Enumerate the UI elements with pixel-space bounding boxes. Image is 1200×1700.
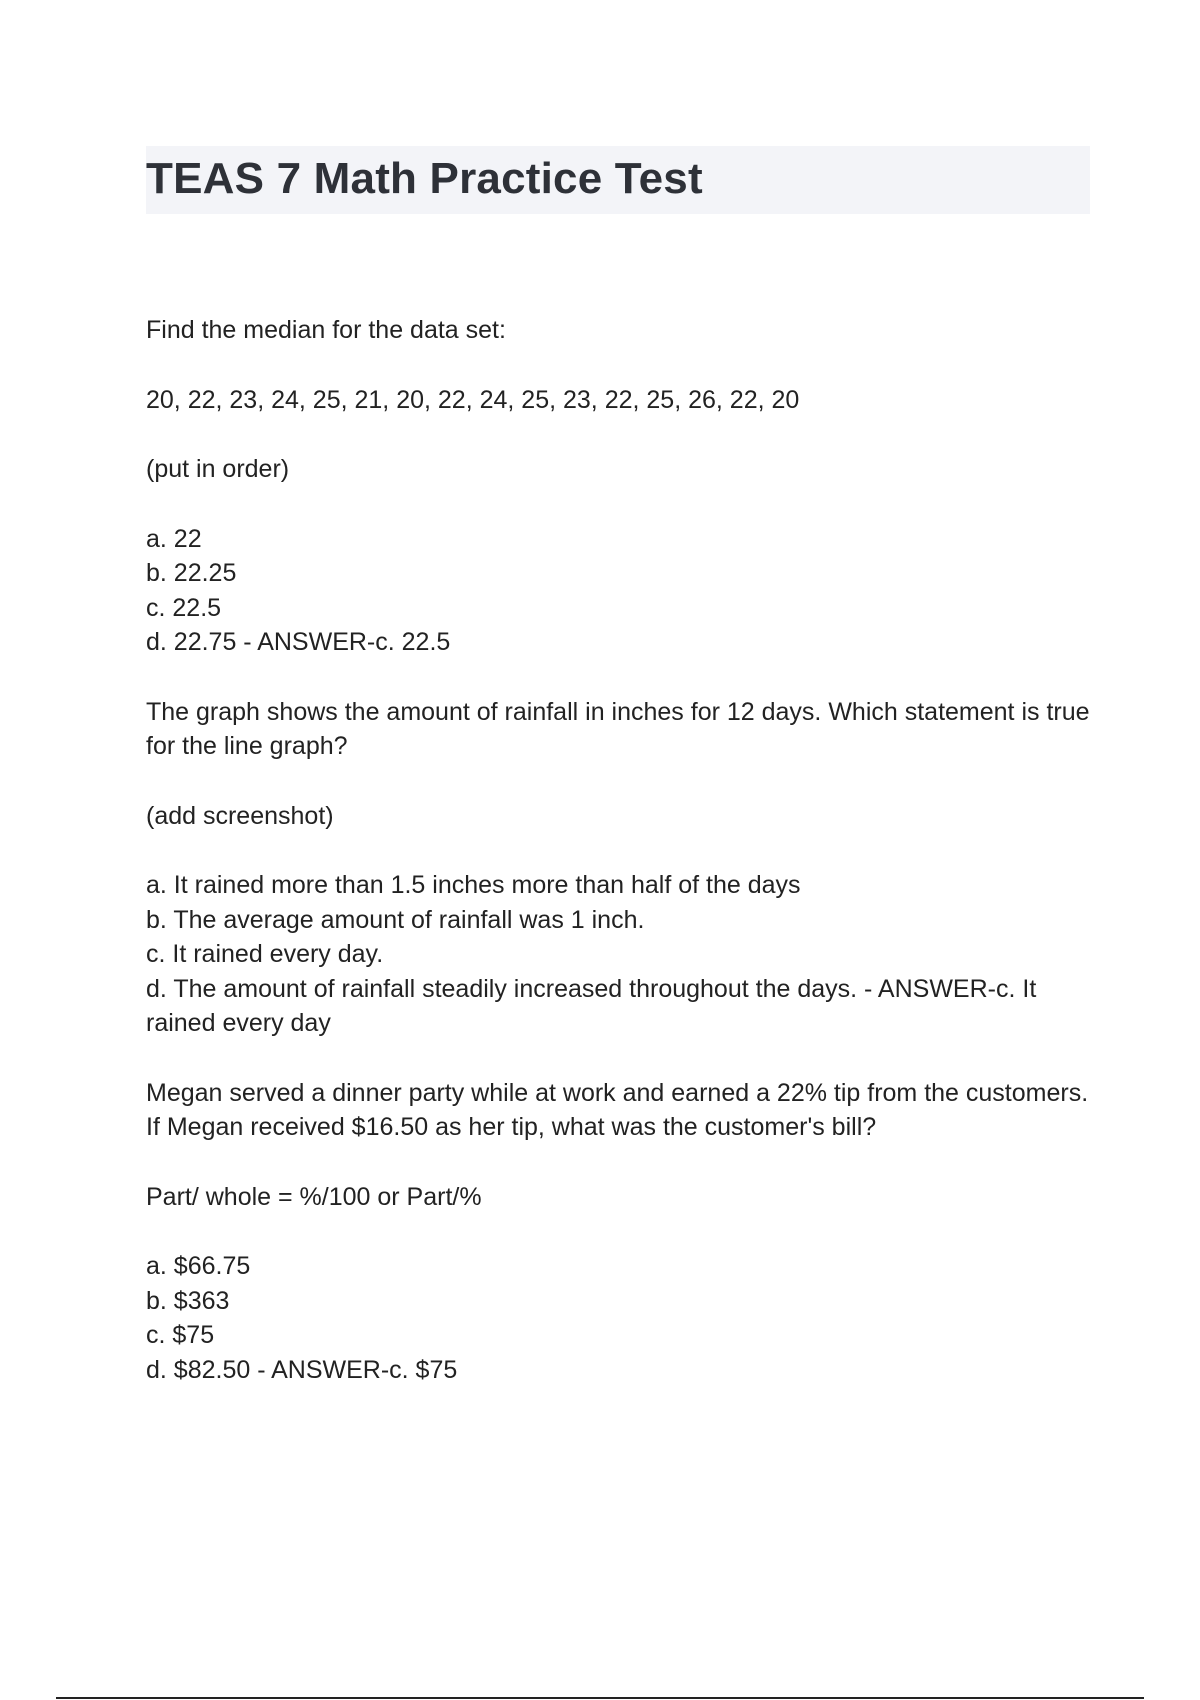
question-2-prompt: The graph shows the amount of rainfall in inches for 12 days. Which statement is true for the line graph? [146, 697, 1090, 760]
page-title: TEAS 7 Math Practice Test [146, 154, 703, 203]
option-b: b. 22.25 [146, 559, 237, 587]
option-d-with-answer: d. 22.75 - ANSWER-c. 22.5 [146, 628, 451, 656]
question-1-note: (put in order) [146, 455, 290, 483]
question-3-prompt: Megan served a dinner party while at work and earned a 22% tip from the customers. If Megan received $16.50 as her tip, what was the customer's bill? [146, 1078, 1089, 1141]
option-a: a. It rained more than 1.5 inches more than half of the days [146, 871, 801, 899]
option-c: c. 22.5 [146, 593, 222, 622]
option-b: b. The average amount of rainfall was 1 inch. [146, 905, 645, 934]
question-1-options [146, 522, 1090, 660]
question-3-options [146, 1249, 1090, 1387]
option-a: a. 22 [146, 524, 202, 553]
question-1 [146, 313, 1090, 660]
question-2 [146, 695, 1090, 1041]
question-3-note: Part/ whole = %/100 or Part/% [146, 1182, 482, 1211]
option-c: c. It rained every day. [146, 940, 384, 968]
option-c: c. $75 [146, 1321, 215, 1349]
option-d-with-answer: d. $82.50 - ANSWER-c. $75 [146, 1355, 458, 1384]
option-d-with-answer: d. The amount of rainfall steadily increased throughout the days. - ANSWER-c. It rained every day [146, 974, 1037, 1037]
option-a: a. $66.75 [146, 1252, 251, 1280]
document-body [146, 313, 1090, 1387]
question-3 [146, 1076, 1090, 1388]
question-2-options [146, 868, 1090, 1041]
question-1-prompt: Find the median for the data set: [146, 316, 506, 344]
question-2-note: (add screenshot) [146, 801, 334, 830]
question-1-data-set: 20, 22, 23, 24, 25, 21, 20, 22, 24, 25, 23, 22, 25, 26, 22, 20 [146, 385, 800, 414]
option-b: b. $363 [146, 1286, 230, 1315]
footer-divider [56, 1697, 1144, 1699]
